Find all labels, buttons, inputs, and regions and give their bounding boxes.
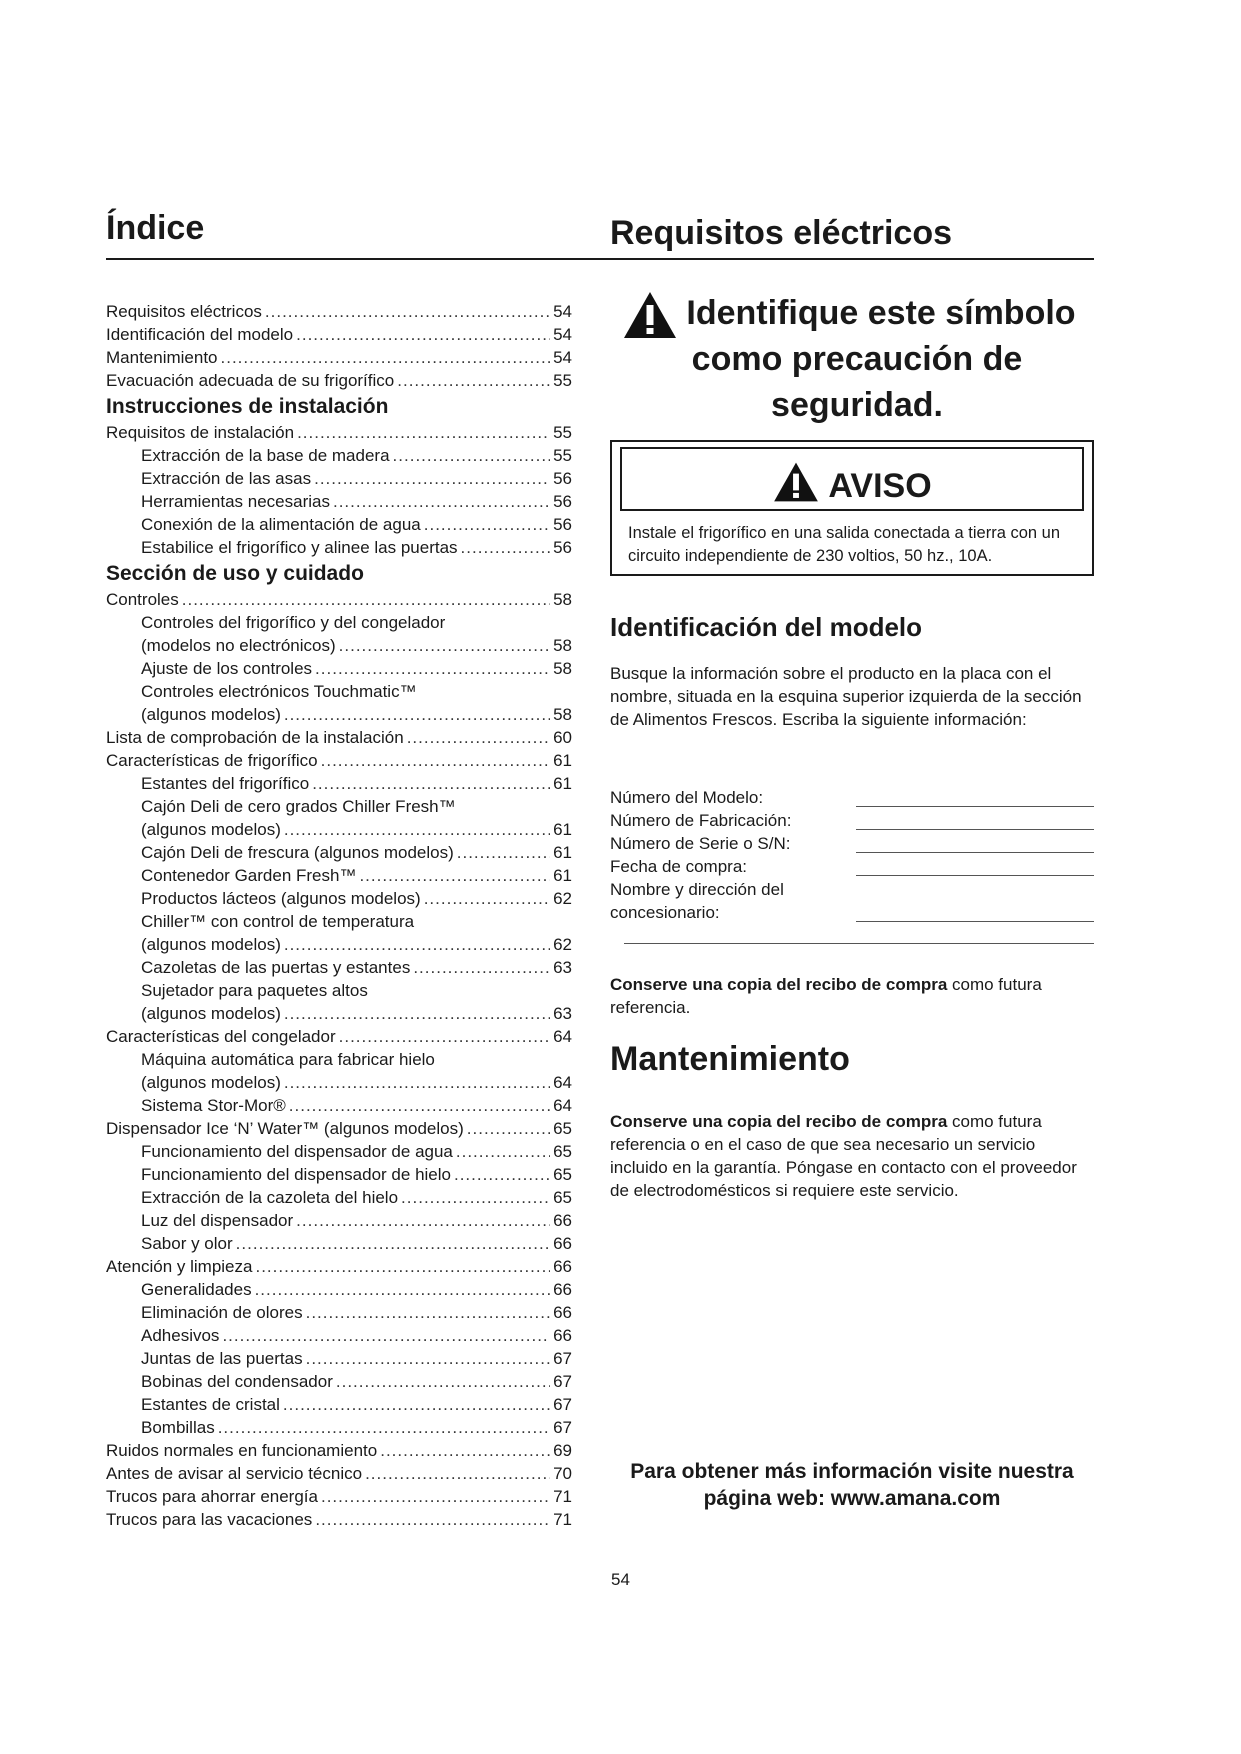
maintenance-heading: Mantenimiento xyxy=(610,1040,850,1078)
field-label: concesionario: xyxy=(610,903,720,922)
toc-entry-title: (algunos modelos) xyxy=(141,820,281,839)
toc-entry[interactable] xyxy=(106,749,572,772)
toc-entry[interactable] xyxy=(106,611,572,634)
toc-page-number: 58 xyxy=(553,659,572,678)
toc-page-number: 60 xyxy=(553,728,572,747)
toc-entry[interactable] xyxy=(106,444,572,467)
toc-entry[interactable] xyxy=(106,490,572,513)
toc-entry[interactable] xyxy=(106,772,572,795)
toc-entry-title: Características del congelador xyxy=(106,1027,336,1046)
toc-page-number: 66 xyxy=(553,1280,572,1299)
toc-entry[interactable] xyxy=(106,864,572,887)
toc-entry-title: Ruidos normales en funcionamiento xyxy=(106,1441,378,1460)
toc-page-number: 58 xyxy=(553,705,572,724)
toc-page-number: 65 xyxy=(553,1142,572,1161)
toc-leader-dots xyxy=(407,726,550,749)
receipt-note-rest: como futura referencia. xyxy=(610,975,1042,1017)
toc-entry-title: Evacuación adecuada de su frigorífico xyxy=(106,371,395,390)
toc-entry[interactable] xyxy=(106,1508,572,1531)
toc-leader-dots xyxy=(467,1117,550,1140)
toc-page-number: 66 xyxy=(553,1303,572,1322)
toc-page-number: 61 xyxy=(553,843,572,862)
toc-section-heading: Sección de uso y cuidado xyxy=(106,562,364,585)
toc-entry[interactable] xyxy=(106,1002,572,1025)
toc-leader-dots xyxy=(457,841,550,864)
toc-entry[interactable] xyxy=(106,513,572,536)
aviso-header xyxy=(620,447,1084,511)
toc-page-number: 61 xyxy=(553,820,572,839)
toc-page-number: 56 xyxy=(553,492,572,511)
toc-leader-dots xyxy=(222,1324,550,1347)
toc-leader-dots xyxy=(284,1071,550,1094)
toc-entry[interactable] xyxy=(106,1232,572,1255)
toc-leader-dots xyxy=(306,1301,550,1324)
toc-leader-dots xyxy=(401,1186,550,1209)
toc-entry[interactable] xyxy=(106,657,572,680)
toc-entry-title: Chiller™ con control de temperatura xyxy=(141,912,415,931)
dealer-name-field[interactable] xyxy=(610,878,1094,901)
toc-entry-title: Trucos para las vacaciones xyxy=(106,1510,313,1529)
toc-entry[interactable] xyxy=(106,1462,572,1485)
toc-leader-dots xyxy=(454,1163,550,1186)
toc-entry-title: Luz del dispensador xyxy=(141,1211,294,1230)
header-rule xyxy=(106,258,1094,260)
toc-entry-title: Identificación del modelo xyxy=(106,325,294,344)
toc-entry-title: Controles electrónicos Touchmatic™ xyxy=(141,682,417,701)
toc-entry-title: Estabilice el frigorífico y alinee las puertas xyxy=(141,538,458,557)
manufacture-number-field[interactable] xyxy=(610,809,1094,832)
toc-page-number: 54 xyxy=(553,348,572,367)
toc-leader-dots xyxy=(456,1140,550,1163)
toc-page-number: 63 xyxy=(553,958,572,977)
aviso-warning-box xyxy=(610,440,1094,576)
receipt-note xyxy=(610,973,1094,1019)
toc-page-number: 71 xyxy=(553,1487,572,1506)
electrical-title: Requisitos eléctricos xyxy=(610,214,953,252)
toc-entry[interactable] xyxy=(106,680,572,703)
toc-leader-dots xyxy=(236,1232,550,1255)
toc-entry-title: Requisitos de instalación xyxy=(106,423,295,442)
toc-entry-title: Extracción de la cazoleta del hielo xyxy=(141,1188,399,1207)
toc-page-number: 65 xyxy=(553,1165,572,1184)
toc-entry-title: Máquina automática para fabricar hielo xyxy=(141,1050,435,1069)
toc-page-number: 55 xyxy=(553,371,572,390)
toc-entry-title: Atención y limpieza xyxy=(106,1257,253,1276)
toc-entry-title: (algunos modelos) xyxy=(141,935,281,954)
toc-entry-title: Características de frigorífico xyxy=(106,751,318,770)
toc-page-number: 70 xyxy=(553,1464,572,1483)
toc-page-number: 66 xyxy=(553,1326,572,1345)
page-number: 54 xyxy=(611,1570,630,1589)
toc-entry-title: Extracción de las asas xyxy=(141,469,312,488)
toc-leader-dots xyxy=(321,749,550,772)
toc-entry[interactable] xyxy=(106,1370,572,1393)
toc-page-number: 62 xyxy=(553,935,572,954)
toc-page-number: 54 xyxy=(553,325,572,344)
toc-section-heading: Instrucciones de instalación xyxy=(106,395,389,418)
toc-leader-dots xyxy=(365,1462,550,1485)
toc-entry[interactable] xyxy=(106,1163,572,1186)
toc-entry-title: Extracción de la base de madera xyxy=(141,446,390,465)
toc-leader-dots xyxy=(333,490,550,513)
toc-entry[interactable] xyxy=(106,300,572,323)
toc-leader-dots xyxy=(315,657,550,680)
toc-entry-title: Herramientas necesarias xyxy=(141,492,330,511)
purchase-date-field[interactable] xyxy=(610,855,1094,878)
toc-entry[interactable] xyxy=(106,634,572,657)
toc-entry[interactable] xyxy=(106,536,572,559)
toc-entry-title: Funcionamiento del dispensador de agua xyxy=(141,1142,453,1161)
toc-page-number: 66 xyxy=(553,1257,572,1276)
toc-entry[interactable] xyxy=(106,795,572,818)
safety-line-2: como precaución de xyxy=(691,340,1023,378)
toc-entry-title: Dispensador Ice ‘N’ Water™ (algunos modelos) xyxy=(106,1119,464,1138)
toc-leader-dots xyxy=(284,703,550,726)
toc-entry[interactable] xyxy=(106,1186,572,1209)
toc-entry-title: Cajón Deli de cero grados Chiller Fresh™ xyxy=(141,797,456,816)
toc-leader-dots xyxy=(321,1485,550,1508)
toc-page-number: 55 xyxy=(553,423,572,442)
toc-page-number: 66 xyxy=(553,1234,572,1253)
toc-entry[interactable] xyxy=(106,1209,572,1232)
field-label: Nombre y dirección del xyxy=(610,880,784,899)
toc-entry-title: Generalidades xyxy=(141,1280,252,1299)
toc-entry[interactable] xyxy=(106,979,572,1002)
toc-leader-dots xyxy=(284,933,550,956)
toc-entry-title: Adhesivos xyxy=(141,1326,220,1345)
toc-leader-dots xyxy=(289,1094,550,1117)
toc-page-number: 55 xyxy=(553,446,572,465)
form-end-line xyxy=(624,943,1094,944)
toc-leader-dots xyxy=(393,444,551,467)
toc-page-number: 58 xyxy=(553,590,572,609)
toc-leader-dots xyxy=(296,323,550,346)
model-intro: Busque la información sobre el producto en la placa con el nombre, situada en la esquina superior izquierda de la sección de Alimentos Frescos. Escriba la siguiente información: xyxy=(610,664,1082,729)
warning-triangle-icon xyxy=(772,461,820,503)
toc-leader-dots xyxy=(312,772,550,795)
toc-entry[interactable] xyxy=(106,1301,572,1324)
toc-leader-dots xyxy=(284,1002,550,1025)
toc-leader-dots xyxy=(359,864,550,887)
toc-entry[interactable] xyxy=(106,956,572,979)
toc-page-number: 65 xyxy=(553,1119,572,1138)
toc-leader-dots xyxy=(306,1347,550,1370)
toc-page-number: 67 xyxy=(553,1349,572,1368)
toc-page-number: 61 xyxy=(553,751,572,770)
safety-symbol-heading xyxy=(620,290,1094,428)
toc-entry[interactable] xyxy=(106,933,572,956)
toc-leader-dots xyxy=(339,634,550,657)
toc-entry[interactable] xyxy=(106,1416,572,1439)
toc-entry-title: Sistema Stor-Mor® xyxy=(141,1096,286,1115)
toc-entry[interactable] xyxy=(106,1094,572,1117)
toc-entry[interactable] xyxy=(106,1048,572,1071)
toc-page-number: 67 xyxy=(553,1372,572,1391)
toc-leader-dots xyxy=(283,1393,550,1416)
toc-entry-title: Sabor y olor xyxy=(141,1234,233,1253)
maintenance-text xyxy=(610,1110,1094,1202)
toc-entry[interactable] xyxy=(106,1117,572,1140)
toc-leader-dots xyxy=(265,300,550,323)
toc-page-number: 61 xyxy=(553,774,572,793)
toc-leader-dots xyxy=(297,421,550,444)
toc-leader-dots xyxy=(314,467,550,490)
toc-page-number: 71 xyxy=(553,1510,572,1529)
field-label: Fecha de compra: xyxy=(610,857,748,876)
toc-leader-dots xyxy=(424,513,550,536)
toc-entry[interactable] xyxy=(106,1485,572,1508)
toc-entry[interactable] xyxy=(106,467,572,490)
toc-page-number: 58 xyxy=(553,636,572,655)
toc-page-number: 62 xyxy=(553,889,572,908)
toc-leader-dots xyxy=(315,1508,550,1531)
toc-entry[interactable] xyxy=(106,887,572,910)
toc-entry[interactable] xyxy=(106,841,572,864)
toc-entry-title: Sujetador para paquetes altos xyxy=(141,981,368,1000)
toc-entry-title: Estantes de cristal xyxy=(141,1395,280,1414)
toc-entry-title: Estantes del frigorífico xyxy=(141,774,310,793)
model-number-field[interactable] xyxy=(610,786,1094,809)
toc-entry[interactable] xyxy=(106,323,572,346)
toc-entry-title: Antes de avisar al servicio técnico xyxy=(106,1464,363,1483)
toc-entry-title: (modelos no electrónicos) xyxy=(141,636,336,655)
toc-page-number: 56 xyxy=(553,469,572,488)
toc-entry-title: Eliminación de olores xyxy=(141,1303,303,1322)
toc-leader-dots xyxy=(397,369,550,392)
index-column xyxy=(106,210,572,247)
toc-leader-dots xyxy=(339,1025,550,1048)
toc-page-number: 64 xyxy=(553,1096,572,1115)
toc-leader-dots xyxy=(380,1439,550,1462)
toc-entry[interactable] xyxy=(106,1025,572,1048)
toc-entry-title: Requisitos eléctricos xyxy=(106,302,262,321)
toc-page-number: 67 xyxy=(553,1418,572,1437)
toc-entry[interactable] xyxy=(106,818,572,841)
toc-entry-title: Controles del frigorífico y del congelador xyxy=(141,613,446,632)
toc-entry[interactable] xyxy=(106,588,572,611)
toc-leader-dots xyxy=(336,1370,550,1393)
toc-leader-dots xyxy=(255,1255,550,1278)
toc-leader-dots xyxy=(182,588,550,611)
toc-entry[interactable] xyxy=(106,726,572,749)
toc-leader-dots xyxy=(461,536,551,559)
receipt-note-bold: Conserve una copia del recibo de compra xyxy=(610,975,948,994)
toc-page-number: 64 xyxy=(553,1073,572,1092)
dealer-address-field[interactable] xyxy=(610,901,1094,924)
toc-page-number: 66 xyxy=(553,1211,572,1230)
model-heading: Identificación del modelo xyxy=(610,612,923,642)
toc-page-number: 69 xyxy=(553,1441,572,1460)
electrical-column xyxy=(610,215,1094,252)
toc-leader-dots xyxy=(218,1416,550,1439)
toc-entry-title: Trucos para ahorrar energía xyxy=(106,1487,318,1506)
toc-entry-title: Funcionamiento del dispensador de hielo xyxy=(141,1165,451,1184)
toc-entry-title: Bobinas del condensador xyxy=(141,1372,333,1391)
toc-entry-title: (algunos modelos) xyxy=(141,705,281,724)
toc-page-number: 64 xyxy=(553,1027,572,1046)
table-of-contents xyxy=(106,300,572,1531)
toc-entry-title: Juntas de las puertas xyxy=(141,1349,303,1368)
safety-line-1: Identifique este símbolo xyxy=(686,294,1076,332)
toc-entry-title: Lista de comprobación de la instalación xyxy=(106,728,404,747)
toc-page-number: 63 xyxy=(553,1004,572,1023)
field-label: Número del Modelo: xyxy=(610,788,764,807)
toc-leader-dots xyxy=(284,818,550,841)
toc-page-number: 54 xyxy=(553,302,572,321)
toc-entry[interactable] xyxy=(106,1324,572,1347)
toc-entry[interactable] xyxy=(106,346,572,369)
toc-entry-title: (algunos modelos) xyxy=(141,1073,281,1092)
website-line-1: Para obtener más información visite nuestra xyxy=(630,1460,1074,1483)
warning-triangle-icon xyxy=(622,290,678,340)
website-note xyxy=(610,1458,1094,1512)
toc-page-number: 61 xyxy=(553,866,572,885)
toc-page-number: 56 xyxy=(553,515,572,534)
toc-entry[interactable] xyxy=(106,910,572,933)
toc-entry[interactable] xyxy=(106,369,572,392)
toc-entry[interactable] xyxy=(106,1255,572,1278)
toc-page-number: 56 xyxy=(553,538,572,557)
toc-page-number: 65 xyxy=(553,1188,572,1207)
toc-entry[interactable] xyxy=(106,1439,572,1462)
toc-leader-dots xyxy=(296,1209,550,1232)
safety-line-3: seguridad. xyxy=(771,386,943,424)
aviso-label: AVISO xyxy=(828,467,932,505)
toc-leader-dots xyxy=(255,1278,551,1301)
toc-entry[interactable] xyxy=(106,1393,572,1416)
toc-entry-title: Mantenimiento xyxy=(106,348,218,367)
toc-entry-title: Ajuste de los controles xyxy=(141,659,313,678)
maintenance-bold: Conserve una copia del recibo de compra xyxy=(610,1112,948,1131)
toc-entry[interactable] xyxy=(106,1347,572,1370)
toc-entry-title: (algunos modelos) xyxy=(141,1004,281,1023)
toc-entry[interactable] xyxy=(106,1278,572,1301)
toc-entry[interactable] xyxy=(106,1071,572,1094)
maintenance-rest: como futura referencia o en el caso de que sea necesario un servicio incluido en la garantía. Póngase en contacto con el proveedor de electrodomésticos si requiere este servicio. xyxy=(610,1112,1077,1200)
toc-entry-title: Bombillas xyxy=(141,1418,215,1437)
model-info-form xyxy=(610,786,1094,924)
serial-number-field[interactable] xyxy=(610,832,1094,855)
toc-entry-title: Cazoletas de las puertas y estantes xyxy=(141,958,411,977)
aviso-text: Instale el frigorífico en una salida conectada a tierra con un circuito independiente de 230 voltios, 50 hz., 10A. xyxy=(628,524,1061,565)
toc-entry-title: Productos lácteos (algunos modelos) xyxy=(141,889,421,908)
toc-entry[interactable] xyxy=(106,703,572,726)
toc-entry-title: Cajón Deli de frescura (algunos modelos) xyxy=(141,843,454,862)
aviso-label-row xyxy=(622,461,1082,506)
website-line-2: página web: www.amana.com xyxy=(703,1487,1001,1510)
toc-page-number: 67 xyxy=(553,1395,572,1414)
index-title: Índice xyxy=(106,209,205,247)
toc-entry[interactable] xyxy=(106,1140,572,1163)
toc-leader-dots xyxy=(424,887,550,910)
toc-entry-title: Contenedor Garden Fresh™ xyxy=(141,866,357,885)
toc-leader-dots xyxy=(221,346,551,369)
field-label: Número de Fabricación: xyxy=(610,811,792,830)
toc-entry-title: Controles xyxy=(106,590,179,609)
toc-entry[interactable] xyxy=(106,421,572,444)
toc-leader-dots xyxy=(413,956,550,979)
field-label: Número de Serie o S/N: xyxy=(610,834,791,853)
toc-entry-title: Conexión de la alimentación de agua xyxy=(141,515,421,534)
